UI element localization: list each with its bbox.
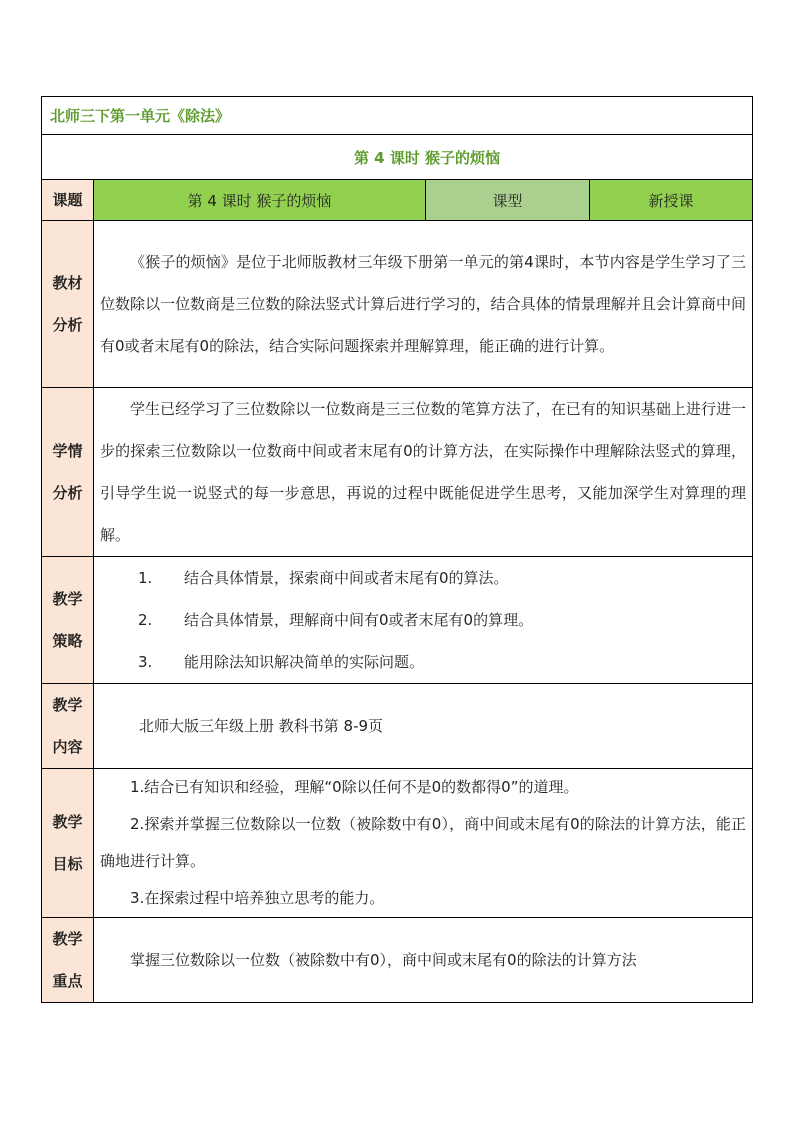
material-analysis-row [42, 221, 753, 388]
list-item: 1.结合已有知识和经验，理解“0除以任何不是0的数都得0”的道理。 [130, 778, 579, 796]
unit-title-row [42, 97, 753, 135]
lesson-type-value: 新授课 [590, 180, 753, 221]
label-line: 教材 [52, 274, 83, 292]
unit-title: 北师三下第一单元《除法》 [42, 97, 753, 135]
label-line: 教学 [52, 590, 83, 608]
topic-row [42, 180, 753, 221]
label-line: 分析 [52, 484, 83, 502]
teaching-strategy-label [42, 557, 94, 684]
student-analysis-label [42, 388, 94, 557]
teaching-goals-row [42, 769, 753, 918]
lesson-title: 第 4 课时 猴子的烦恼 [42, 135, 753, 180]
list-item: 1. 结合具体情景，探索商中间或者末尾有0的算法。 [138, 569, 509, 587]
label-line: 教学 [52, 813, 83, 831]
teaching-strategy-row [42, 557, 753, 684]
label-line: 学情 [52, 442, 83, 460]
topic-label: 课题 [42, 180, 94, 221]
lesson-plan-table [41, 96, 753, 1003]
teaching-content-label [42, 684, 94, 769]
list-item: 2. 结合具体情景，理解商中间有0或者末尾有0的算理。 [138, 611, 534, 629]
teaching-goals-list [94, 769, 753, 918]
label-line: 目标 [52, 855, 83, 873]
label-line: 教学 [52, 930, 83, 948]
list-item: 2.探索并掌握三位数除以一位数（被除数中有0），商中间或末尾有0的除法的计算方法，能正确地进行计算。 [100, 815, 747, 870]
key-points-text: 掌握三位数除以一位数（被除数中有0），商中间或末尾有0的除法的计算方法 [94, 918, 753, 1003]
label-line: 策略 [52, 632, 83, 650]
material-analysis-label [42, 221, 94, 388]
teaching-goals-label [42, 769, 94, 918]
teaching-content-row [42, 684, 753, 769]
topic-lesson: 第 4 课时 猴子的烦恼 [94, 180, 426, 221]
lesson-title-row [42, 135, 753, 180]
label-line: 重点 [52, 972, 83, 990]
student-analysis-row [42, 388, 753, 557]
label-line: 分析 [52, 316, 83, 334]
label-line: 教学 [52, 696, 83, 714]
teaching-strategy-list [94, 557, 753, 684]
teaching-content-text: 北师大版三年级上册 教科书第 8-9页 [94, 684, 753, 769]
label-line: 内容 [52, 738, 83, 756]
student-analysis-text: 学生已经学习了三位数除以一位数商是三三位数的笔算方法了，在已有的知识基础上进行进一步的探索三位数除以一位数商中间或者末尾有0的计算方法，在实际操作中理解除法竖式的算理，引导学生说一说竖式的每一步意思，再说的过程中既能促进学生思考，又能加深学生对算理的理解。 [94, 388, 753, 557]
key-points-row [42, 918, 753, 1003]
material-analysis-text: 《猴子的烦恼》是位于北师版教材三年级下册第一单元的第4课时，本节内容是学生学习了三位数除以一位数商是三位数的除法竖式计算后进行学习的，结合具体的情景理解并且会计算商中间有0或者末尾有0的除法，结合实际问题探索并理解算理，能正确的进行计算。 [94, 221, 753, 388]
lesson-type-label: 课型 [426, 180, 590, 221]
key-points-label [42, 918, 94, 1003]
list-item: 3.在探索过程中培养独立思考的能力。 [130, 889, 385, 907]
list-item: 3. 能用除法知识解决简单的实际问题。 [138, 653, 425, 671]
